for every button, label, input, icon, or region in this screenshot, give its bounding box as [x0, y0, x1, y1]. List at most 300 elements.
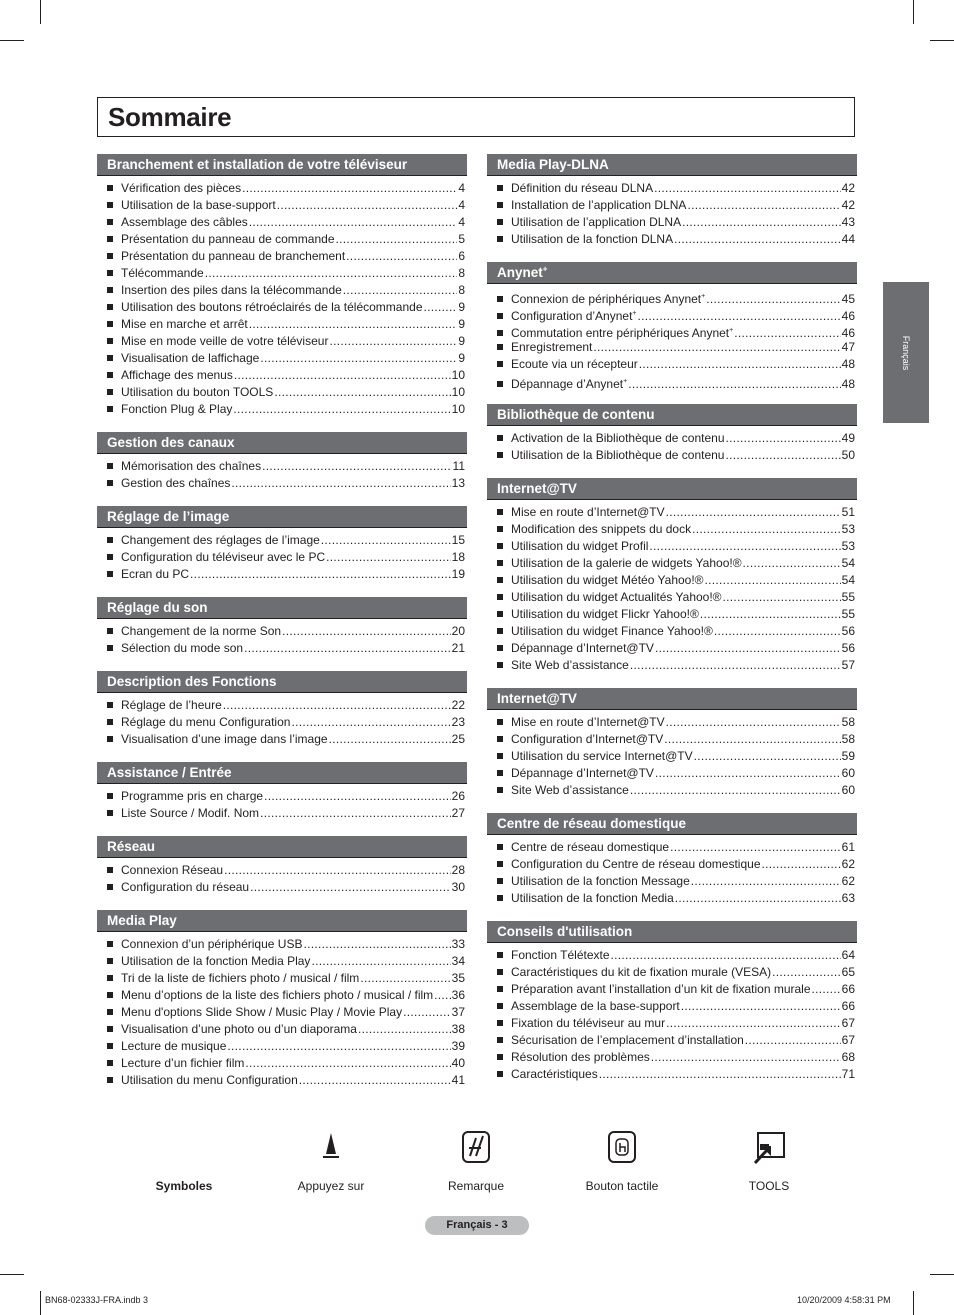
toc-entry-text: Utilisation du bouton TOOLS	[121, 385, 274, 399]
bullet-square-icon	[107, 304, 113, 310]
dot-leader	[277, 197, 458, 214]
toc-entry-text-wrap	[511, 890, 674, 907]
section-heading-text: Description des Fonctions	[107, 674, 277, 689]
toc-entry-text-wrap	[121, 862, 223, 879]
toc-entry-text-wrap	[511, 839, 669, 856]
toc-entry	[487, 305, 857, 322]
toc-entry-text-wrap	[511, 231, 673, 248]
dot-leader	[260, 805, 451, 822]
toc-entry	[97, 214, 467, 231]
toc-section	[97, 910, 467, 1089]
toc-entry-text-wrap	[121, 697, 222, 714]
toc-entry-text: Résolution des problèmes	[511, 1050, 650, 1064]
toc-entry-text: Insertion des piles dans la télécommande	[121, 283, 342, 297]
toc-entry	[487, 538, 857, 555]
toc-entry	[487, 890, 857, 907]
toc-item-list	[487, 504, 857, 674]
print-date-info: 10/20/2009 4:58:31 PM	[797, 1295, 891, 1305]
section-heading	[487, 478, 857, 500]
toc-entry	[487, 782, 857, 799]
bullet-square-icon	[497, 736, 503, 742]
toc-entry-text: Visualisation d’une photo ou d’un diaporama	[121, 1022, 357, 1036]
toc-entry-text: Caractéristiques	[511, 1067, 598, 1081]
toc-entry	[97, 566, 467, 583]
toc-entry-text-wrap	[511, 714, 665, 731]
toc-item-list	[487, 288, 857, 390]
toc-entry-text: Site Web d’assistance	[511, 658, 629, 672]
toc-entry-text-wrap	[511, 606, 699, 623]
toc-entry-text-wrap	[121, 248, 345, 265]
toc-entry-text-wrap	[121, 265, 204, 282]
toc-entry-text: Site Web d’assistance	[511, 783, 629, 797]
bullet-square-icon	[107, 702, 113, 708]
toc-entry-text-wrap	[121, 350, 259, 367]
bullet-square-icon	[107, 1060, 113, 1066]
bullet-square-icon	[497, 313, 503, 319]
toc-entry	[487, 947, 857, 964]
toc-entry-text: Réglage de l’heure	[121, 698, 222, 712]
toc-page-number: 23	[451, 715, 465, 729]
toc-section	[487, 813, 857, 907]
toc-entry	[487, 981, 857, 998]
toc-entry-text-wrap	[121, 1021, 357, 1038]
toc-entry-text: Utilisation du widget Météo Yahoo!®	[511, 573, 704, 587]
toc-item-list	[487, 839, 857, 907]
section-heading	[97, 432, 467, 454]
bullet-square-icon	[497, 236, 503, 242]
toc-entry	[97, 282, 467, 299]
dot-leader	[762, 856, 841, 873]
toc-entry-text: Gestion des chaînes	[121, 476, 231, 490]
bullet-square-icon	[107, 810, 113, 816]
toc-entry-text: Visualisation de laffichage	[121, 351, 260, 365]
toc-entry	[487, 731, 857, 748]
toc-entry	[97, 475, 467, 492]
toc-entry-text-wrap	[121, 987, 433, 1004]
dot-leader	[274, 384, 450, 401]
toc-entry	[487, 322, 857, 339]
crop-mark	[913, 0, 914, 24]
dot-leader	[666, 714, 841, 731]
toc-page-number: 56	[841, 624, 855, 638]
toc-entry	[487, 873, 857, 890]
toc-entry	[487, 197, 857, 214]
toc-entry-text: Utilisation des boutons rétroéclairés de la télécommande	[121, 300, 423, 314]
toc-entry-text-wrap	[511, 373, 627, 393]
toc-page-number: 54	[841, 573, 855, 587]
toc-entry-text: Télécommande	[121, 266, 204, 280]
toc-right-column	[487, 154, 857, 1097]
toc-entry-text: Commutation entre périphériques Anynet	[511, 326, 730, 340]
toc-entry-sup: +	[701, 293, 706, 300]
toc-entry-text-wrap	[121, 401, 232, 418]
toc-entry	[487, 1049, 857, 1066]
bullet-square-icon	[497, 753, 503, 759]
bullet-square-icon	[107, 719, 113, 725]
toc-entry-text-wrap	[121, 549, 325, 566]
toc-entry-text-wrap	[121, 1072, 298, 1089]
toc-page-number: 37	[451, 1005, 465, 1019]
toc-entry-text: Utilisation de l’application DLNA	[511, 215, 682, 229]
toc-entry-text: Connexion d’un périphérique USB	[121, 937, 303, 951]
bullet-square-icon	[107, 645, 113, 651]
bullet-square-icon	[107, 480, 113, 486]
toc-entry	[487, 231, 857, 248]
dot-leader	[262, 458, 451, 475]
dot-leader	[303, 936, 450, 953]
toc-page-number: 20	[451, 624, 465, 638]
toc-entry-text: Centre de réseau domestique	[511, 840, 670, 854]
toc-page-number: 11	[452, 459, 465, 473]
toc-entry-text: Présentation du panneau de branchement	[121, 249, 346, 263]
toc-item-list	[487, 430, 857, 464]
symbols-heading: Symboles	[155, 1179, 213, 1193]
toc-entry-text: Sécurisation de l’emplacement d’installation	[511, 1033, 744, 1047]
toc-page-number: 46	[841, 326, 855, 340]
dot-leader	[223, 697, 451, 714]
toc-page-number: 57	[841, 658, 855, 672]
toc-page-number: 28	[451, 863, 465, 877]
toc-page-number: 51	[841, 505, 855, 519]
dot-leader	[205, 265, 458, 282]
toc-page-number: 6	[458, 249, 465, 263]
toc-entry-text-wrap	[121, 805, 259, 822]
section-heading	[487, 813, 857, 835]
toc-entry-text-wrap	[511, 856, 761, 873]
bullet-square-icon	[107, 463, 113, 469]
toc-page-number: 67	[841, 1033, 855, 1047]
bullet-square-icon	[497, 611, 503, 617]
dot-leader	[424, 299, 458, 316]
toc-entry-text-wrap	[121, 714, 290, 731]
toc-entry-text: Utilisation du service Internet@TV	[511, 749, 693, 763]
section-heading	[487, 404, 857, 426]
toc-item-list	[97, 532, 467, 583]
bullet-square-icon	[107, 537, 113, 543]
toc-entry	[487, 589, 857, 606]
toc-entry	[97, 350, 467, 367]
toc-entry	[97, 333, 467, 350]
toc-entry-text-wrap	[511, 765, 654, 782]
toc-section	[97, 597, 467, 657]
toc-section	[97, 506, 467, 583]
dot-leader	[630, 782, 841, 799]
toc-entry-text-wrap	[121, 936, 302, 953]
toc-entry	[97, 231, 467, 248]
toc-entry	[487, 1032, 857, 1049]
toc-page-number: 4	[458, 198, 465, 212]
bullet-square-icon	[497, 381, 503, 387]
toc-section	[487, 688, 857, 799]
toc-entry-text: Assemblage de la base-support	[511, 999, 680, 1013]
toc-entry-text: Utilisation de la fonction Media Play	[121, 954, 311, 968]
bullet-square-icon	[107, 1026, 113, 1032]
dot-leader	[593, 339, 840, 356]
toc-page-number: 9	[458, 351, 465, 365]
dot-leader	[190, 566, 451, 583]
bullet-square-icon	[107, 338, 113, 344]
bullet-square-icon	[497, 986, 503, 992]
section-heading-text: Assistance / Entrée	[107, 765, 232, 780]
toc-entry-text-wrap	[511, 1015, 665, 1032]
bullet-square-icon	[497, 219, 503, 225]
toc-entry-text-wrap	[511, 782, 629, 799]
toc-entry-text-wrap	[121, 282, 342, 299]
section-heading-text: Anynet	[497, 265, 543, 280]
toc-entry-text: Configuration du réseau	[121, 880, 250, 894]
dot-leader	[691, 873, 841, 890]
toc-page-number: 53	[841, 539, 855, 553]
bullet-square-icon	[107, 406, 113, 412]
toc-entry-text: Modification des snippets du dock	[511, 522, 692, 536]
toc-entry-text: Utilisation de la base-support	[121, 198, 276, 212]
bullet-square-icon	[107, 628, 113, 634]
dot-leader	[249, 316, 458, 333]
toc-entry-text: Utilisation du menu Configuration	[121, 1073, 298, 1087]
bullet-square-icon	[497, 594, 503, 600]
toc-section	[487, 154, 857, 248]
toc-page-number: 71	[841, 1067, 855, 1081]
dot-leader	[250, 879, 451, 896]
toc-page-number: 9	[458, 317, 465, 331]
bullet-square-icon	[107, 185, 113, 191]
toc-entry-text-wrap	[511, 521, 691, 538]
toc-entry-text: Utilisation du widget Profil	[511, 539, 649, 553]
toc-entry	[97, 788, 467, 805]
bullet-square-icon	[107, 884, 113, 890]
bullet-square-icon	[107, 1043, 113, 1049]
toc-entry-text-wrap	[121, 970, 359, 987]
toc-entry-text: Activation de la Bibliothèque de contenu	[511, 431, 725, 445]
toc-entry-text-wrap	[121, 788, 263, 805]
bullet-square-icon	[107, 958, 113, 964]
toc-page-number: 30	[451, 880, 465, 894]
press-icon	[321, 1130, 341, 1160]
bullet-square-icon	[497, 1003, 503, 1009]
toc-entry-sup: +	[632, 310, 637, 317]
dot-leader	[682, 214, 841, 231]
toc-entry	[97, 879, 467, 896]
section-heading-text: Branchement et installation de votre téléviseur	[107, 157, 408, 172]
toc-page-number: 46	[841, 309, 855, 323]
toc-entry	[487, 555, 857, 572]
toc-entry-text-wrap	[511, 504, 665, 521]
toc-page-number: 60	[841, 766, 855, 780]
crop-mark	[913, 1291, 914, 1315]
toc-page-number: 54	[841, 556, 855, 570]
dot-leader	[706, 291, 840, 308]
toc-entry	[97, 1004, 467, 1021]
dot-leader	[611, 947, 841, 964]
toc-entry-text: Utilisation du widget Actualités Yahoo!®	[511, 590, 722, 604]
bullet-square-icon	[497, 1037, 503, 1043]
bullet-square-icon	[497, 543, 503, 549]
toc-entry-text: Mise en route d’Internet@TV	[511, 505, 665, 519]
toc-entry-text-wrap	[511, 1049, 650, 1066]
toc-entry	[487, 447, 857, 464]
toc-entry-text: Utilisation de la Bibliothèque de contenu	[511, 448, 725, 462]
toc-entry-sup: +	[623, 378, 628, 385]
toc-page-number: 15	[451, 533, 465, 547]
bullet-square-icon	[497, 662, 503, 668]
toc-entry-text: Fonction Plug & Play	[121, 402, 233, 416]
toc-entry	[97, 316, 467, 333]
dot-leader	[687, 197, 840, 214]
dot-leader	[675, 890, 841, 907]
bullet-square-icon	[107, 867, 113, 873]
section-heading-text: Internet@TV	[497, 481, 577, 496]
bullet-square-icon	[497, 560, 503, 566]
toc-entry-text-wrap	[511, 339, 592, 356]
toc-entry	[97, 697, 467, 714]
toc-entry	[487, 1015, 857, 1032]
dot-leader	[649, 538, 840, 555]
toc-entry-text: Réglage du menu Configuration	[121, 715, 291, 729]
toc-page-number: 10	[451, 368, 465, 382]
toc-page-number: 10	[451, 385, 465, 399]
toc-entry-text-wrap	[511, 1066, 598, 1083]
toc-entry-text: Assemblage des câbles	[121, 215, 248, 229]
toc-entry-text: Configuration d’Internet@TV	[511, 732, 664, 746]
toc-entry-text: Menu d’options de la liste des fichiers photo / musical / film	[121, 988, 434, 1002]
dot-leader	[651, 1049, 841, 1066]
toc-item-list	[97, 458, 467, 492]
dot-leader	[812, 981, 841, 998]
bullet-square-icon	[497, 770, 503, 776]
toc-page-number: 66	[841, 982, 855, 996]
toc-item-list	[97, 697, 467, 748]
bullet-square-icon	[497, 452, 503, 458]
toc-entry	[97, 970, 467, 987]
toc-entry-text: Configuration d’Anynet	[511, 309, 633, 323]
toc-section	[487, 921, 857, 1083]
bullet-square-icon	[107, 355, 113, 361]
toc-entry-text: Tri de la liste de fichiers photo / musical / film	[121, 971, 360, 985]
toc-page-number: 18	[451, 550, 465, 564]
toc-entry	[97, 1055, 467, 1072]
toc-entry-text: Liste Source / Modif. Nom	[121, 806, 260, 820]
toc-entry-text-wrap	[511, 572, 704, 589]
section-heading-text: Centre de réseau domestique	[497, 816, 687, 831]
toc-page-number: 9	[458, 334, 465, 348]
toc-entry-text-wrap	[511, 998, 680, 1015]
toc-page-number: 58	[841, 715, 855, 729]
toc-page-number: 59	[841, 749, 855, 763]
toc-page-number: 42	[841, 198, 855, 212]
toc-section	[487, 404, 857, 464]
toc-entry-text: Programme pris en charge	[121, 789, 264, 803]
section-heading	[97, 762, 467, 784]
dot-leader	[264, 788, 451, 805]
dot-leader	[654, 180, 841, 197]
bullet-square-icon	[107, 219, 113, 225]
toc-entry-text: Caractéristiques du kit de fixation murale (VESA)	[511, 965, 772, 979]
toc-entry	[487, 606, 857, 623]
toc-entry-text-wrap	[121, 180, 241, 197]
toc-page-number: 25	[451, 732, 465, 746]
toc-entry-text-wrap	[121, 566, 189, 583]
toc-entry-text-wrap	[121, 731, 328, 748]
toc-item-list	[487, 947, 857, 1083]
toc-entry-text: Dépannage d’Internet@TV	[511, 766, 654, 780]
bullet-square-icon	[497, 1071, 503, 1077]
crop-mark	[930, 40, 954, 41]
toc-page-number: 8	[458, 266, 465, 280]
toc-entry-text-wrap	[511, 214, 681, 231]
toc-entry-text: Présentation du panneau de commande	[121, 232, 335, 246]
toc-item-list	[487, 180, 857, 248]
toc-entry-text-wrap	[121, 1055, 244, 1072]
toc-page-number: 68	[841, 1050, 855, 1064]
bullet-square-icon	[497, 296, 503, 302]
toc-entry-text-wrap	[511, 555, 742, 572]
toc-page-number: 50	[841, 448, 855, 462]
toc-entry	[97, 367, 467, 384]
tools-label: TOOLS	[748, 1179, 790, 1193]
section-heading-text: Réseau	[107, 839, 156, 854]
dot-leader	[434, 987, 450, 1004]
toc-entry	[487, 964, 857, 981]
page-title: Sommaire	[108, 102, 232, 132]
dot-leader	[700, 606, 841, 623]
toc-page-number: 62	[841, 857, 855, 871]
toc-entry-text: Changement des réglages de l’image	[121, 533, 320, 547]
toc-entry	[487, 623, 857, 640]
toc-page-number: 36	[451, 988, 465, 1002]
toc-entry-text: Utilisation de la galerie de widgets Yahoo!®	[511, 556, 742, 570]
toc-entry	[487, 714, 857, 731]
bullet-square-icon	[107, 941, 113, 947]
toc-entry	[97, 458, 467, 475]
toc-entry-text: Configuration du Centre de réseau domestique	[511, 857, 761, 871]
toc-entry	[97, 265, 467, 282]
section-heading	[97, 506, 467, 528]
toc-entry	[97, 401, 467, 418]
dot-leader	[234, 367, 451, 384]
toc-entry-text-wrap	[121, 299, 423, 316]
toc-section	[97, 671, 467, 748]
toc-section	[97, 432, 467, 492]
toc-entry-text-wrap	[121, 623, 281, 640]
bullet-square-icon	[497, 628, 503, 634]
toc-page-number: 45	[841, 292, 855, 306]
toc-entry	[487, 1066, 857, 1083]
toc-entry-text-wrap	[121, 1004, 402, 1021]
toc-entry-text: Changement de la norme Son	[121, 624, 282, 638]
bullet-square-icon	[497, 952, 503, 958]
dot-leader	[282, 623, 451, 640]
dot-leader	[360, 970, 450, 987]
toc-entry-text: Connexion Réseau	[121, 863, 224, 877]
toc-entry-text-wrap	[121, 333, 328, 350]
dot-leader	[403, 1004, 451, 1021]
dot-leader	[674, 231, 841, 248]
dot-leader	[231, 475, 450, 492]
page-number-footer: Français - 3	[425, 1216, 529, 1235]
toc-entry-text: Lecture de musique	[121, 1039, 227, 1053]
section-heading	[97, 836, 467, 858]
toc-entry-text: Fixation du téléviseur au mur	[511, 1016, 666, 1030]
dot-leader	[745, 1032, 841, 1049]
bullet-square-icon	[497, 787, 503, 793]
toc-entry	[487, 748, 857, 765]
toc-entry-text-wrap	[511, 947, 610, 964]
dot-leader	[666, 504, 841, 521]
toc-entry	[487, 572, 857, 589]
toc-page-number: 48	[841, 357, 855, 371]
dot-leader	[681, 998, 841, 1015]
toc-entry-text: Mémorisation des chaînes	[121, 459, 262, 473]
